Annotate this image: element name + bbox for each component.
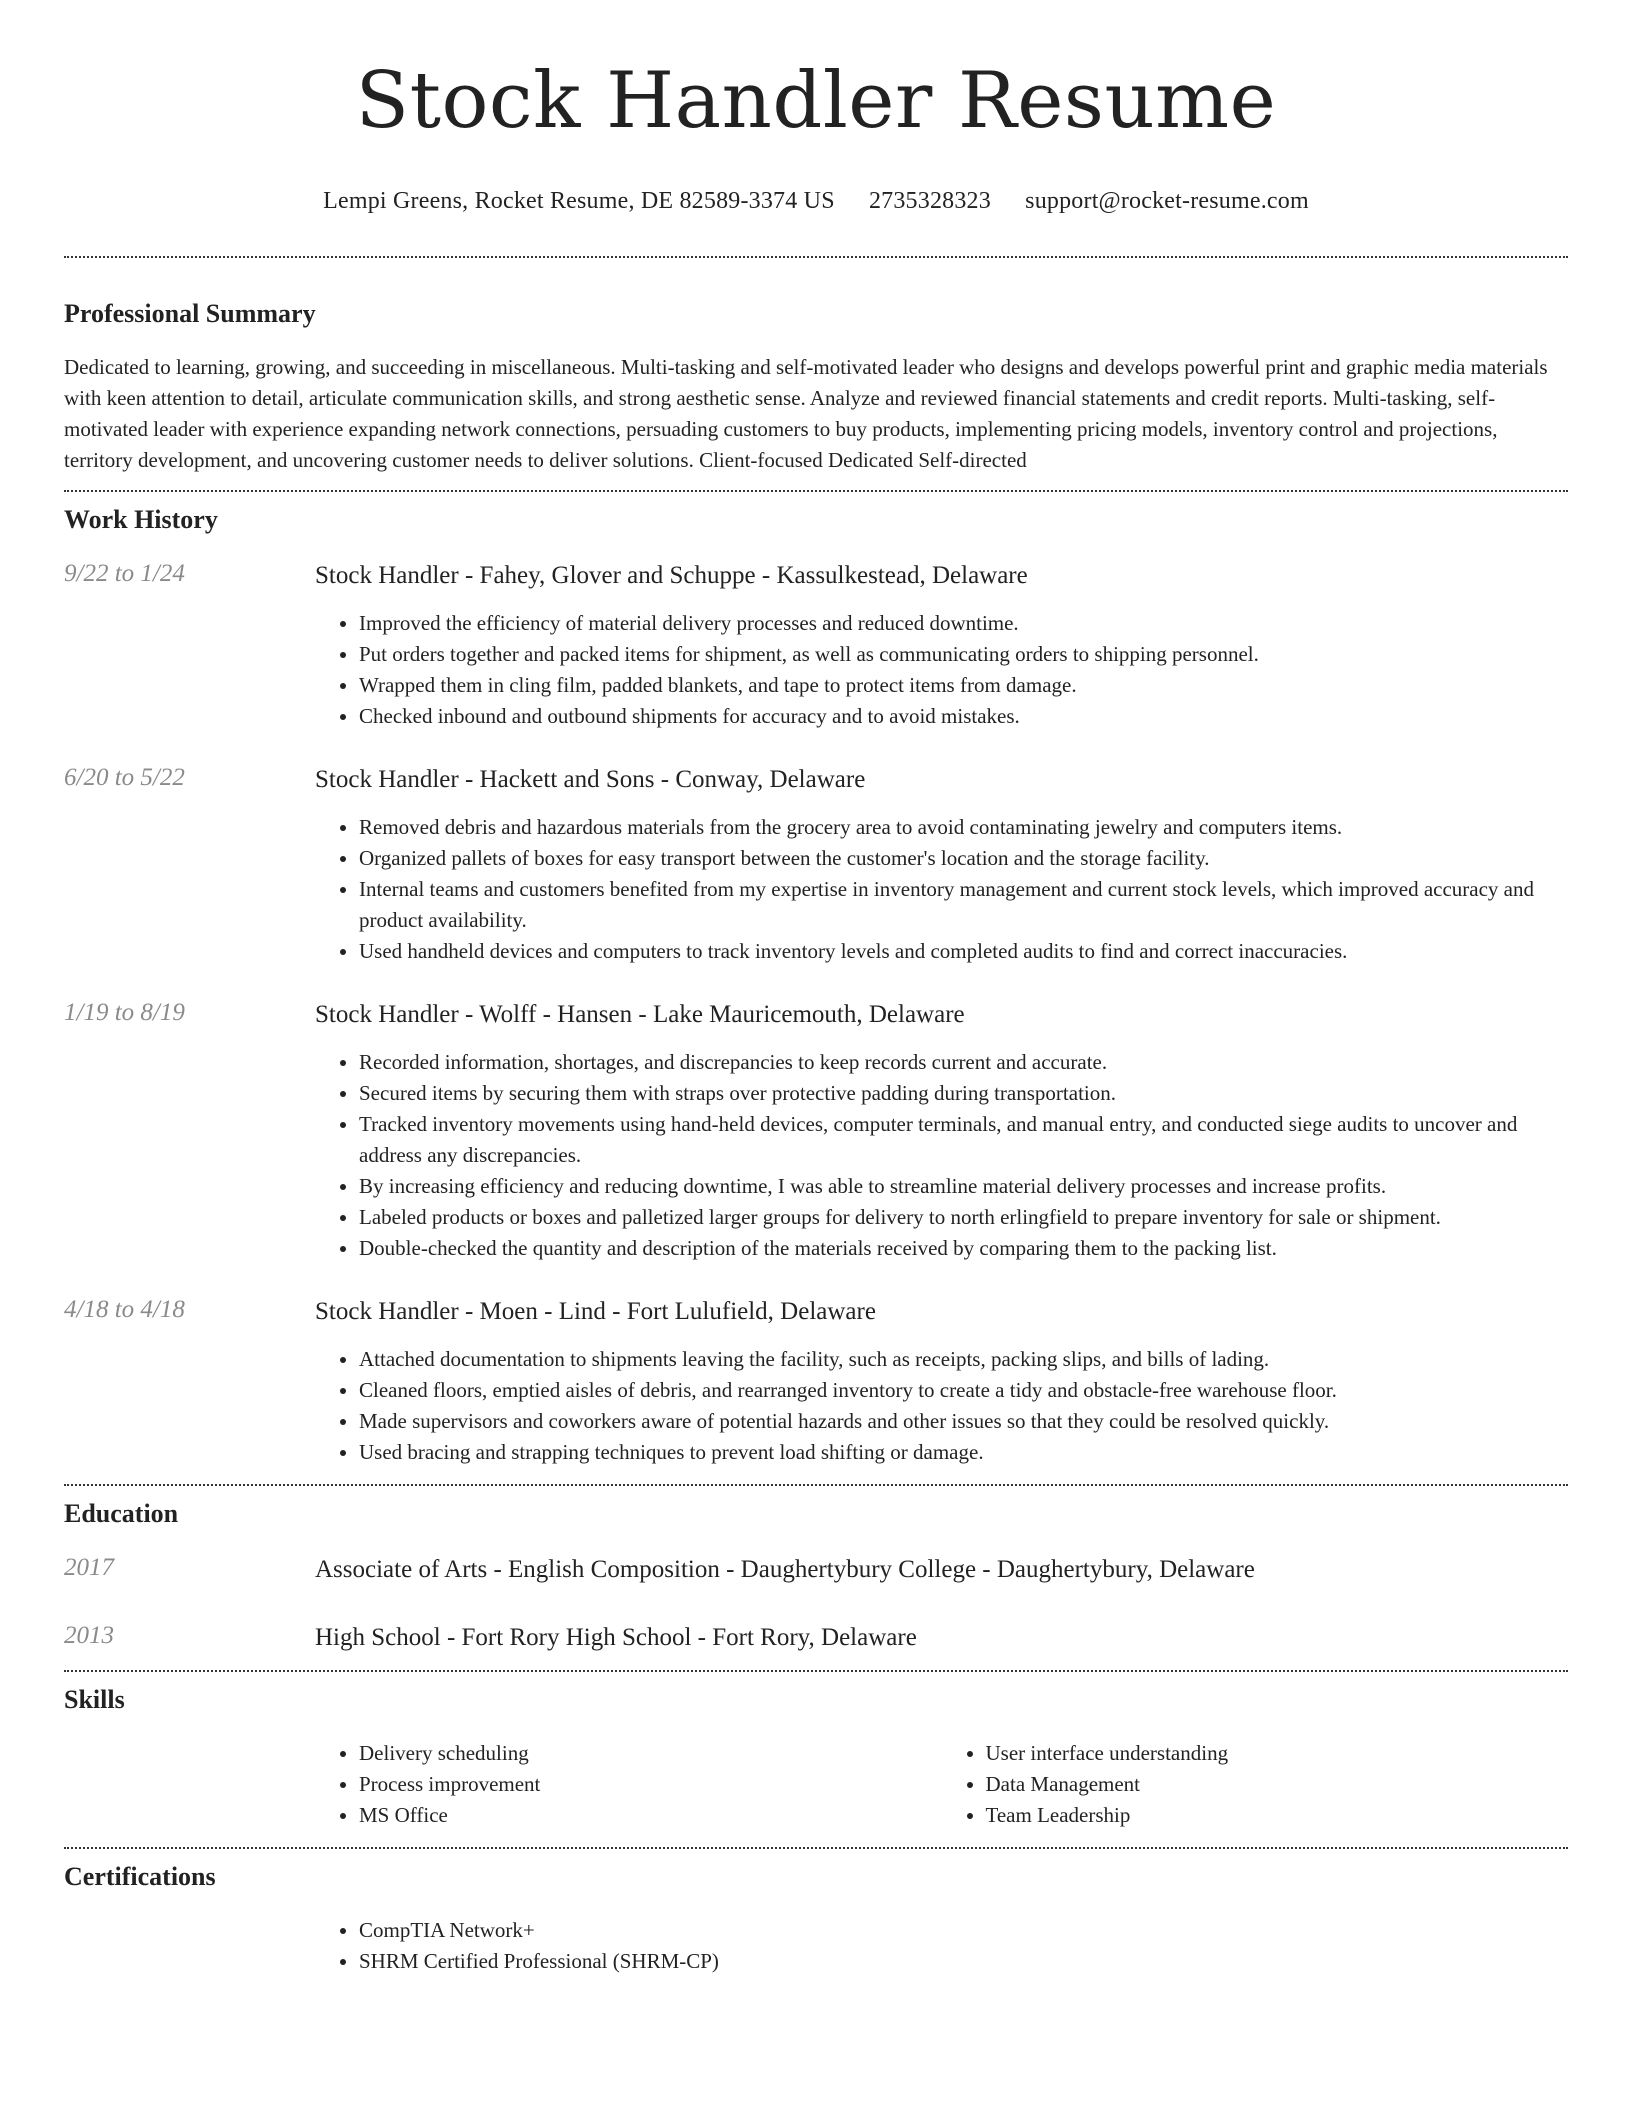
list-item: • Improved the efficiency of material delivery processes and reduced downtime. [359,608,1568,639]
list-item: • Team Leadership [986,1800,1569,1831]
list-item: • Tracked inventory movements using hand-held devices, computer terminals, and manual entry, and conducted siege audits to uncover and address any discrepancies. [359,1109,1568,1171]
list-item: • CompTIA Network+ [359,1915,1568,1946]
job-title: Stock Handler - Fahey, Glover and Schuppe - Kassulkestead, Delaware [315,562,1028,589]
certifications-block [315,1915,1568,1977]
list-item: • Checked inbound and outbound shipments for accuracy and to avoid mistakes. [359,701,1568,732]
education-title [315,1554,1568,1586]
contact-address: Lempi Greens, Rocket Resume, DE 82589-3374 US [323,188,835,214]
list-item: • Double-checked the quantity and description of the materials received by comparing them to the packing list. [359,1233,1568,1264]
job-bullets [315,812,1568,967]
job-title: Stock Handler - Wolff - Hansen - Lake Mauricemouth, Delaware [315,1001,965,1028]
divider [64,1484,1568,1486]
job-dates: 9/22 to 1/24 [64,560,185,587]
job-dates: 4/18 to 4/18 [64,1296,185,1323]
list-item: • Used handheld devices and computers to track inventory levels and completed audits to find and correct inaccuracies. [359,936,1568,967]
list-item: • Internal teams and customers benefited from my expertise in inventory management and current stock levels, which improved accuracy and product availability. [359,874,1568,936]
list-item: • Wrapped them in cling film, padded blankets, and tape to protect items from damage. [359,670,1568,701]
list-item: • By increasing efficiency and reducing downtime, I was able to streamline material delivery processes and increase profits. [359,1171,1568,1202]
list-item: • Removed debris and hazardous materials from the grocery area to avoid contaminating jewelry and computers items. [359,812,1568,843]
list-item: • Cleaned floors, emptied aisles of debris, and rearranged inventory to create a tidy and obstacle-free warehouse floor. [359,1375,1568,1406]
education-degree: High School [315,1624,441,1651]
education-degree: Associate of Arts - English Composition [315,1556,720,1583]
resume-page [64,0,1568,1977]
job-bullets [315,608,1568,732]
contact-email: support@rocket-resume.com [1025,188,1309,214]
list-item: • Recorded information, shortages, and discrepancies to keep records current and accurate. [359,1047,1568,1078]
resume-title: Stock Handler Resume [355,56,1277,146]
job-entry [64,1296,1568,1468]
section-title-work: Work History [64,505,218,534]
job-entry [64,764,1568,967]
list-item: • Data Management [986,1769,1569,1800]
education-year: 2013 [64,1622,114,1649]
job-entry [64,999,1568,1264]
list-item: • SHRM Certified Professional (SHRM-CP) [359,1946,1568,1977]
education-school: - Fort Rory High School - Fort Rory, Delaware [440,1624,917,1651]
section-title-certifications: Certifications [64,1862,216,1891]
list-item: • Attached documentation to shipments leaving the facility, such as receipts, packing slips, and bills of lading. [359,1344,1568,1375]
section-title-skills: Skills [64,1685,125,1714]
list-item: • Process improvement [359,1769,942,1800]
divider [64,256,1568,258]
job-bullets [315,1047,1568,1264]
job-title: Stock Handler - Moen - Lind - Fort Lulufield, Delaware [315,1298,876,1325]
list-item: • Secured items by securing them with straps over protective padding during transportation. [359,1078,1568,1109]
job-dates: 1/19 to 8/19 [64,999,185,1026]
list-item: • Made supervisors and coworkers aware of potential hazards and other issues so that they could be resolved quickly. [359,1406,1568,1437]
section-title-education: Education [64,1499,179,1528]
divider [64,1670,1568,1672]
education-entry [64,1554,1568,1586]
divider [64,1847,1568,1849]
education-year: 2017 [64,1554,114,1581]
job-dates: 6/20 to 5/22 [64,764,185,791]
job-entry [64,560,1568,732]
list-item: • Labeled products or boxes and palletized larger groups for delivery to north erlingfield to prepare inventory for sale or shipment. [359,1202,1568,1233]
skills-list-right [942,1738,1569,1831]
skills-list-left [315,1738,942,1831]
contact-line [64,186,1568,216]
section-title-summary: Professional Summary [64,299,316,328]
skills-grid [315,1738,1568,1831]
summary-text: Dedicated to learning, growing, and succeeding in miscellaneous. Multi-tasking and self-motivated leader who designs and develops powerful print and graphic media materials with keen attention to detail, articulate communication skills, and strong aesthetic sense. Analyze and reviewed financial statements and credit reports. Multi-tasking, self-motivated leader with experience expanding network connections, persuading customers to buy products, implementing pricing models, inventory control and projections, territory development, and uncovering customer needs to deliver solutions. Client-focused Dedicated Self-directed [64,355,1548,472]
divider [64,490,1568,492]
job-bullets [315,1344,1568,1468]
list-item: • Used bracing and strapping techniques to prevent load shifting or damage. [359,1437,1568,1468]
education-school: - Daughertybury College - Daughertybury, Delaware [719,1556,1255,1583]
contact-phone: 2735328323 [868,188,991,214]
list-item: • Put orders together and packed items for shipment, as well as communicating orders to shipping personnel. [359,639,1568,670]
job-title: Stock Handler - Hackett and Sons - Conway, Delaware [315,766,866,793]
certifications-list [315,1915,1568,1977]
education-entry [64,1622,1568,1654]
list-item: • Organized pallets of boxes for easy transport between the customer's location and the storage facility. [359,843,1568,874]
list-item: • MS Office [359,1800,942,1831]
list-item: • Delivery scheduling [359,1738,942,1769]
list-item: • User interface understanding [986,1738,1569,1769]
education-title [315,1622,1568,1654]
